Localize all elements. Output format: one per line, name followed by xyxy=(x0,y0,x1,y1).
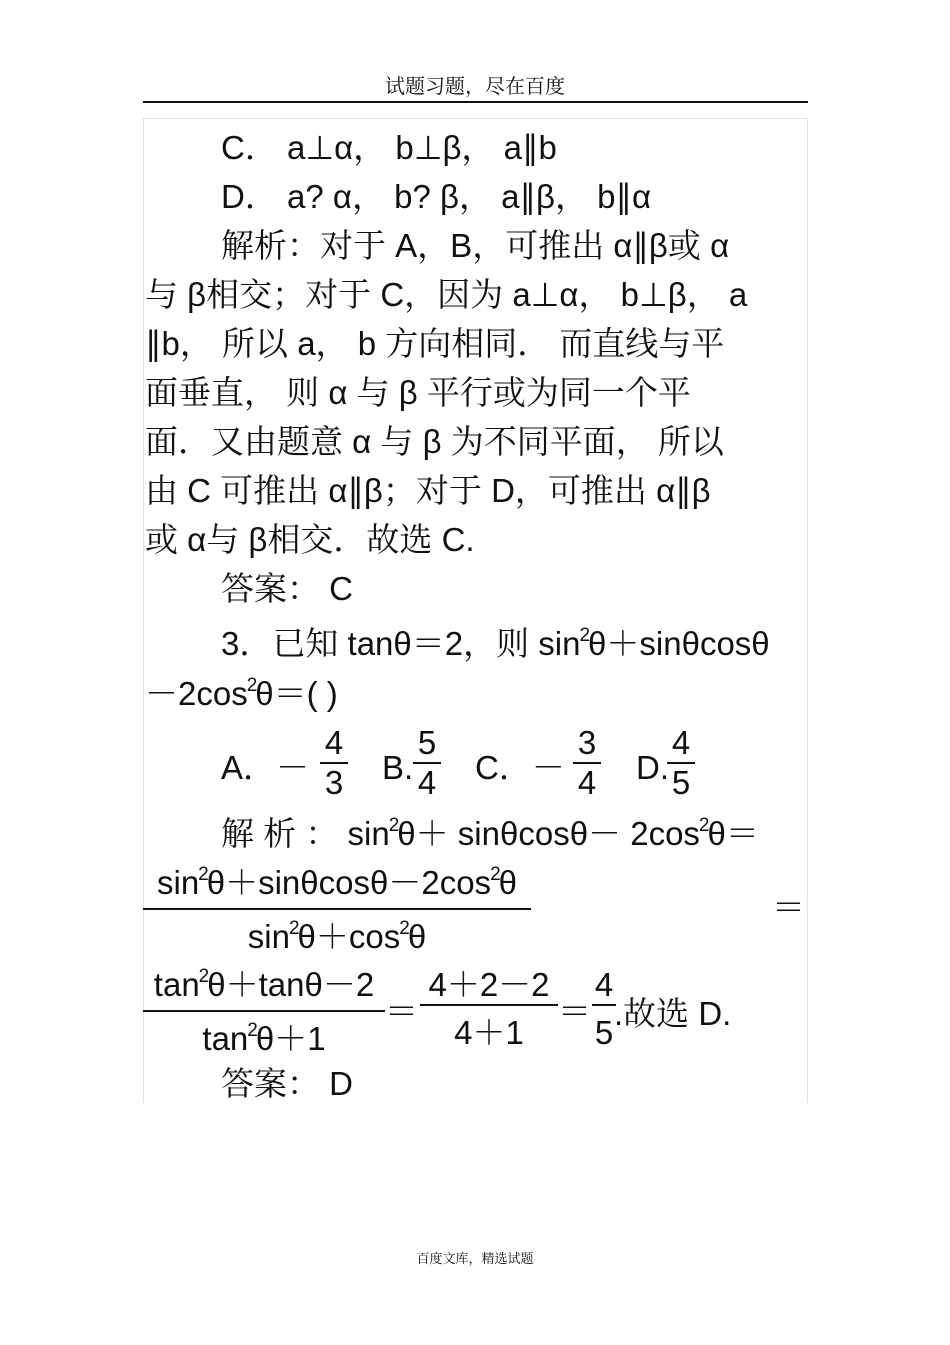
fraction-numerator xyxy=(143,864,531,910)
math-text: tan xyxy=(153,966,200,1003)
q2-analysis-line-7: 或 α与 β相交．故选 C. xyxy=(145,521,475,558)
q3-option-a-label: A．－ xyxy=(221,749,310,786)
q3-stem-text: －2cos xyxy=(145,675,248,712)
superscript-2: 2 xyxy=(579,625,591,646)
superscript-2: 2 xyxy=(698,815,710,836)
page-footer: 百度文库，精选试题 xyxy=(416,1251,534,1266)
math-text: sin xyxy=(156,864,200,901)
q3-stem-text: θ＝( ) xyxy=(255,675,338,712)
equals-sign: ＝ xyxy=(772,889,805,926)
q3-answer: 答案： D xyxy=(221,1065,353,1102)
q3-option-b-label: B. xyxy=(382,749,414,786)
q3-solution-text: 解 析 ： sin xyxy=(221,815,390,852)
fraction-denominator: 4 xyxy=(577,764,597,801)
q2-analysis-line-1: 解析：对于 A，B，可推出 α∥β或 α xyxy=(221,227,730,264)
q2-analysis-line-3: ∥b， 所以 a， b 方向相同． 而直线与平 xyxy=(145,325,725,362)
q3-option-c-fraction xyxy=(573,724,601,802)
math-text: tan xyxy=(202,1020,249,1057)
superscript-2: 2 xyxy=(246,675,258,696)
math-text: θ xyxy=(498,864,517,901)
superscript-2: 2 xyxy=(388,815,400,836)
fraction-numerator: 5 xyxy=(413,724,441,764)
q3-fraction-numeric xyxy=(420,966,558,1052)
fraction-numerator xyxy=(143,966,385,1012)
q2-answer: 答案： C xyxy=(221,570,353,607)
page-header: 试题习题，尽在百度 xyxy=(385,76,565,98)
q3-solution-line-1 xyxy=(221,814,759,860)
fraction-denominator: 5 xyxy=(671,764,691,801)
math-text: θ＋tanθ－2 xyxy=(207,966,375,1003)
q3-fraction-sin-cos xyxy=(143,864,531,962)
math-text: θ＋sinθcosθ－2cos xyxy=(206,864,492,901)
fraction-denominator: 4＋1 xyxy=(454,1014,524,1051)
q3-option-c-label: C．－ xyxy=(475,749,565,786)
q3-stem-line-2 xyxy=(145,674,338,720)
superscript-2: 2 xyxy=(490,864,501,885)
q3-fraction-result xyxy=(592,966,616,1052)
q3-option-d-label: D. xyxy=(636,749,669,786)
q3-option-d-fraction xyxy=(667,724,695,802)
q2-option-d: D． a? α， b? β， a∥β， b∥α xyxy=(221,178,652,215)
q3-stem-line-1 xyxy=(221,624,770,670)
q3-solution-text: θ＋ sinθcosθ－ 2cos xyxy=(397,815,700,852)
q2-option-c: C． a⊥α， b⊥β， a∥b xyxy=(221,129,557,166)
fraction-numerator: 3 xyxy=(573,724,601,764)
q3-solution-text: θ＝ xyxy=(707,815,759,852)
fraction-numerator: 4＋2－2 xyxy=(420,966,558,1006)
math-text: sin xyxy=(247,918,290,955)
q3-stem-text: θ＋sinθcosθ xyxy=(588,625,770,662)
superscript-2: 2 xyxy=(399,918,410,939)
fraction-denominator: 3 xyxy=(324,764,344,801)
math-text: θ＋cos xyxy=(297,918,401,955)
fraction-denominator: 5 xyxy=(594,1014,614,1051)
header-rule xyxy=(143,101,808,103)
q3-conclusion: .故选 D. xyxy=(614,995,732,1032)
q2-analysis-line-5: 面．又由题意 α 与 β 为不同平面， 所以 xyxy=(145,423,724,460)
fraction-numerator: 4 xyxy=(592,966,616,1006)
q3-option-b-fraction xyxy=(413,724,441,802)
math-text: θ＋1 xyxy=(255,1020,326,1057)
fraction-numerator: 4 xyxy=(667,724,695,764)
q2-analysis-line-2: 与 β相交；对于 C，因为 a⊥α， b⊥β， a xyxy=(145,276,748,313)
q3-fraction-tan xyxy=(143,966,385,1064)
frame-right-border xyxy=(807,118,808,1103)
math-text: θ xyxy=(407,918,427,955)
frame-top-border xyxy=(143,118,808,119)
equals-sign: ＝ xyxy=(385,993,418,1030)
fraction-numerator: 4 xyxy=(320,724,348,764)
q3-option-a-fraction xyxy=(320,724,348,802)
superscript-2: 2 xyxy=(247,1020,258,1041)
q3-stem-text: 3．已知 tanθ＝2，则 sin xyxy=(221,625,581,662)
superscript-2: 2 xyxy=(288,918,300,939)
fraction-denominator xyxy=(143,1020,385,1064)
q2-analysis-line-4: 面垂直， 则 α 与 β 平行或为同一个平 xyxy=(145,374,691,411)
q2-analysis-line-6: 由 C 可推出 α∥β；对于 D，可推出 α∥β xyxy=(145,472,711,509)
fraction-denominator: 4 xyxy=(417,764,437,801)
fraction-denominator xyxy=(143,918,531,962)
superscript-2: 2 xyxy=(198,966,210,987)
equals-sign: ＝ xyxy=(558,993,591,1030)
superscript-2: 2 xyxy=(198,864,209,885)
